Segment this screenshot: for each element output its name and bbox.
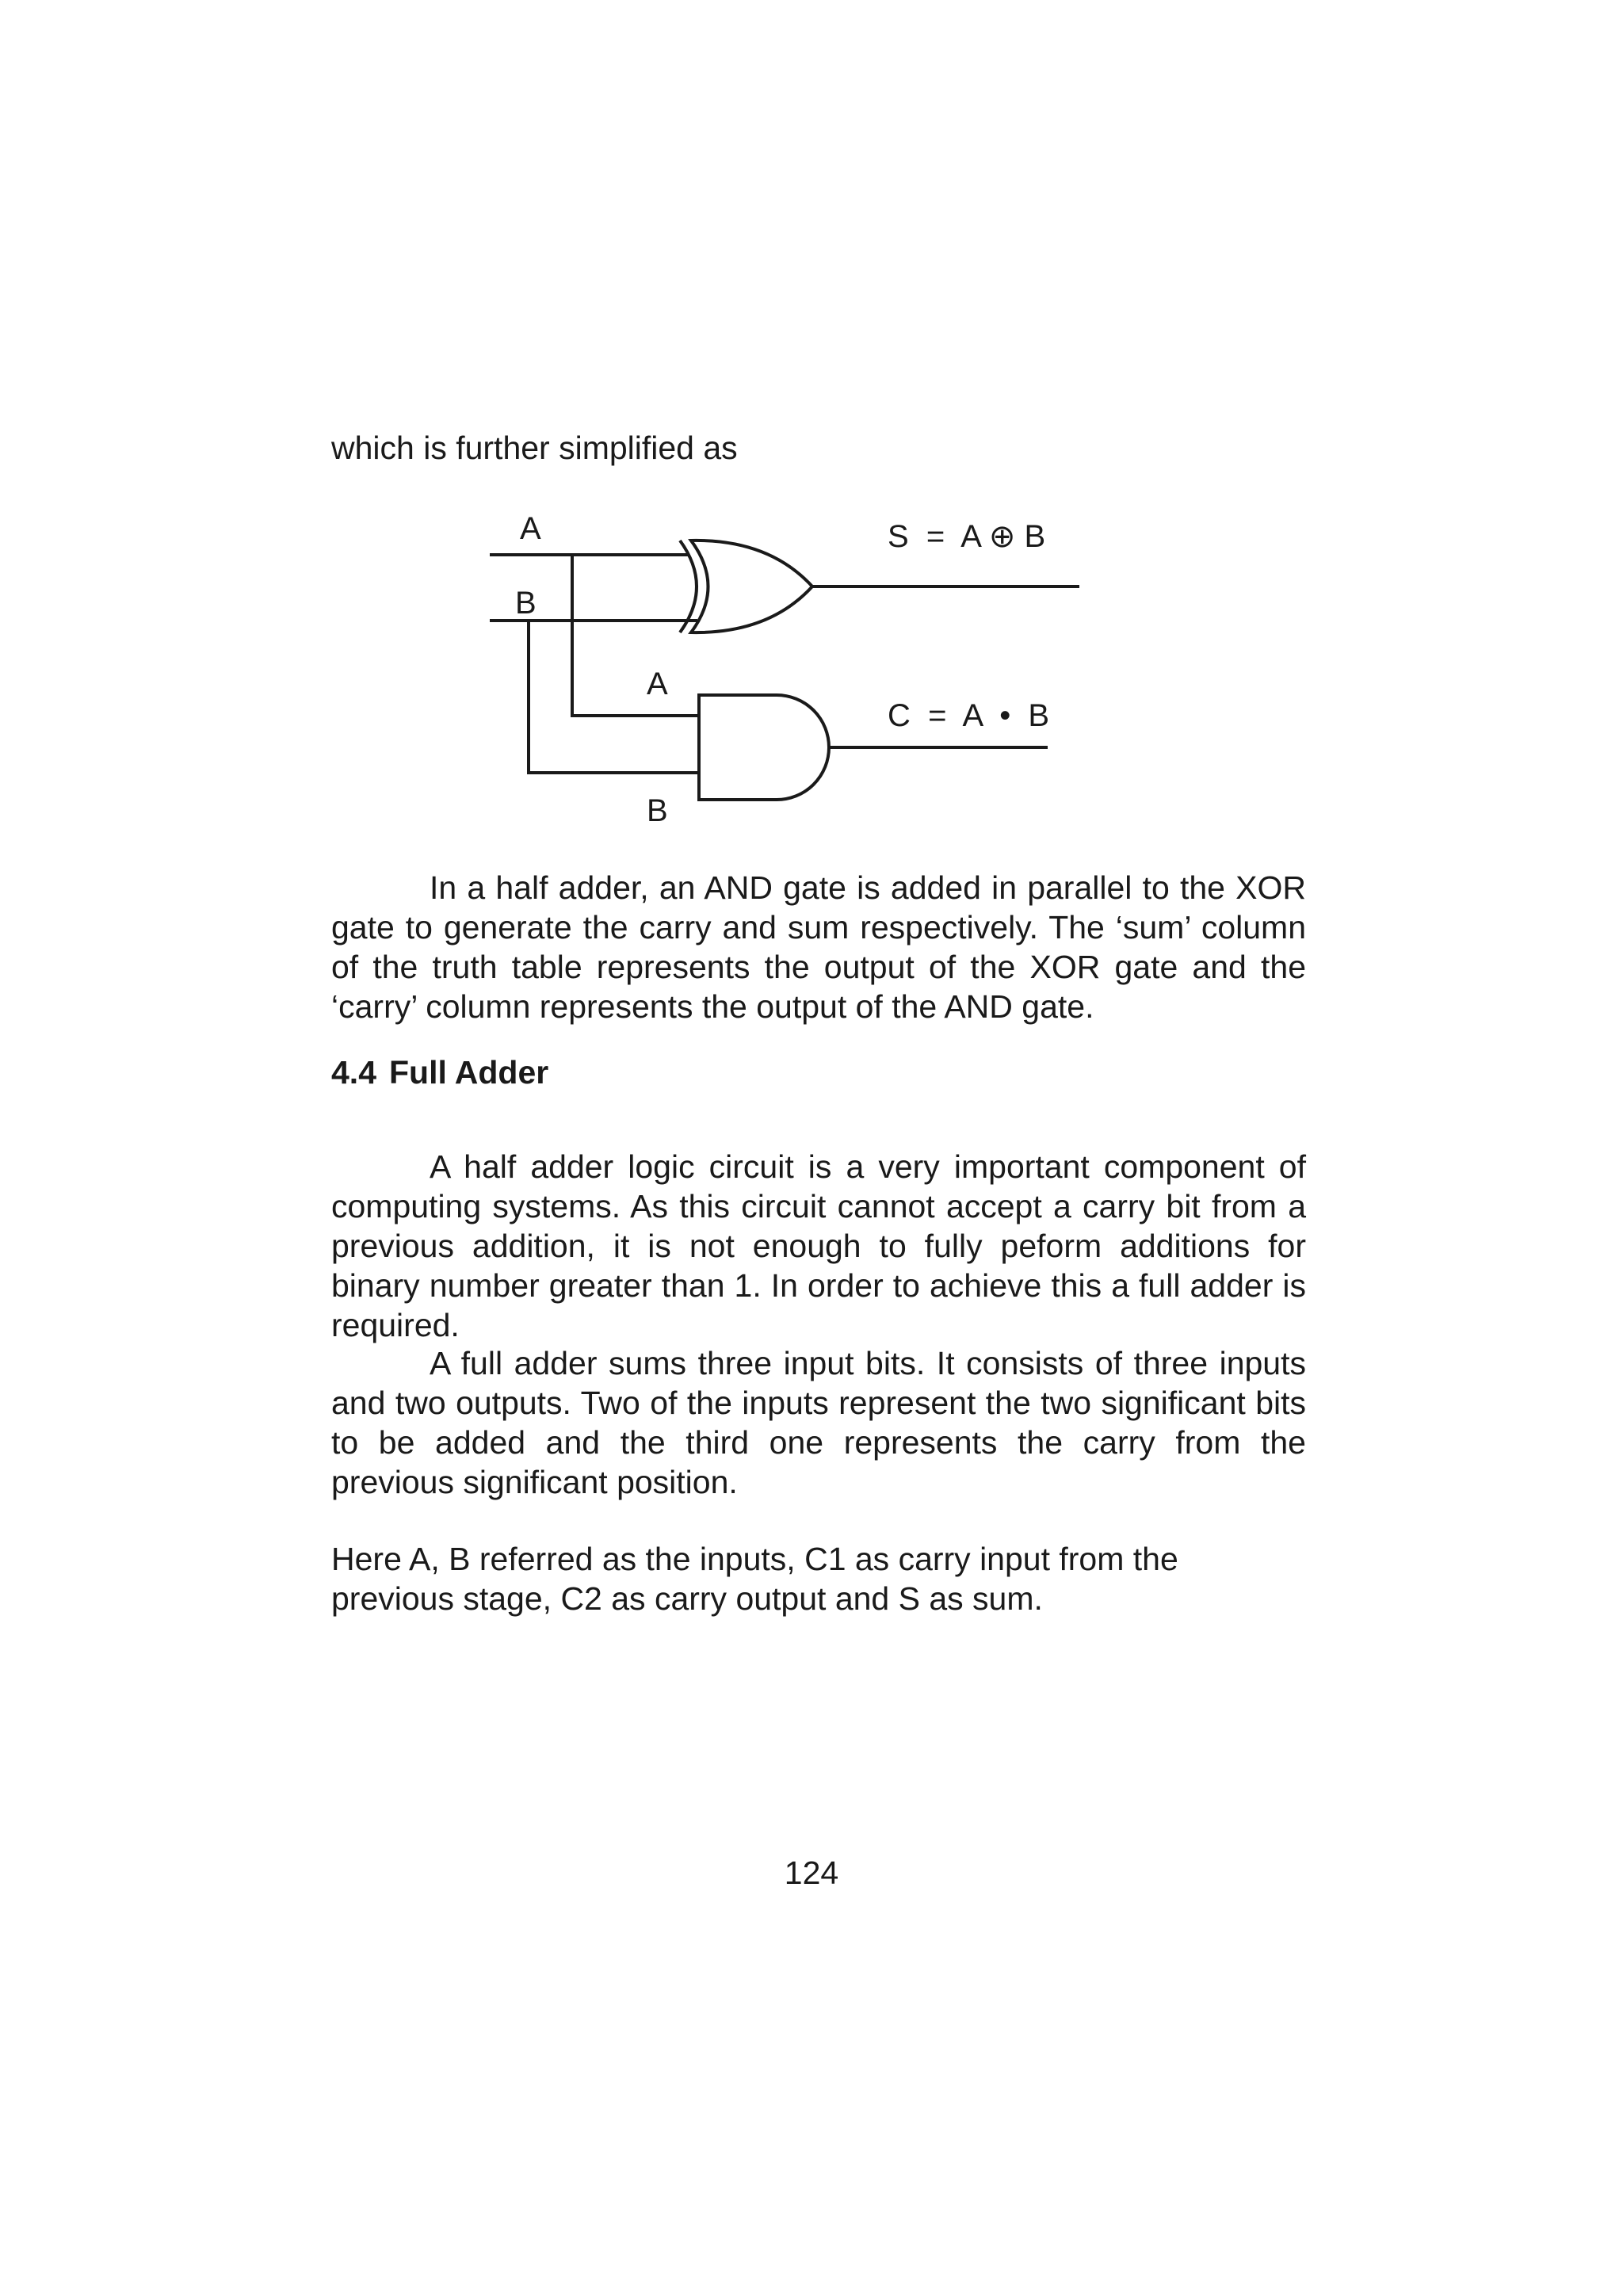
page-number: 124: [784, 1855, 839, 1891]
half-adder-circuit-diagram: [0, 0, 1623, 856]
full-adder-paragraph-1: A half adder logic circuit is a very important component of computing systems. As this circuit cannot accept a carry bit from a previous addition, it is not enough to fully peform additions for binary number greater than 1. In order to achieve this a full adder is required.: [331, 1148, 1306, 1343]
wire-b-branch: [529, 621, 699, 773]
section-heading: [331, 1054, 548, 1091]
section-number: 4.4: [331, 1054, 376, 1091]
intro-text: which is further simplified as: [331, 430, 738, 466]
section-title: Full Adder: [389, 1054, 549, 1091]
and-gate-body: [699, 695, 829, 800]
label-a-and: A: [647, 667, 668, 701]
full-adder-paragraph-3: Here A, B referred as the inputs, C1 as carry input from the previous stage, C2 as carry output and S as sum.: [331, 1541, 1178, 1617]
xor-gate-body: [691, 541, 812, 632]
wire-a-branch: [572, 555, 699, 716]
half-adder-paragraph: In a half adder, an AND gate is added in parallel to the XOR gate to generate the carry and sum respectively. The ‘sum’ column of the truth table represents the output of the XOR gate and the ‘carry’ column represents the output of the AND gate.: [331, 869, 1306, 1025]
label-b-input: B: [515, 586, 537, 621]
label-a-input: A: [520, 511, 541, 546]
carry-equation: C = A • B: [888, 698, 1050, 733]
sum-equation: S = A ⊕ B: [888, 519, 1046, 554]
label-b-and: B: [647, 793, 668, 828]
full-adder-paragraph-2: A full adder sums three input bits. It consists of three inputs and two outputs. Two of the inputs represent the two significant bits to be added and the third one represents the carry from the previous significant position.: [331, 1345, 1306, 1500]
